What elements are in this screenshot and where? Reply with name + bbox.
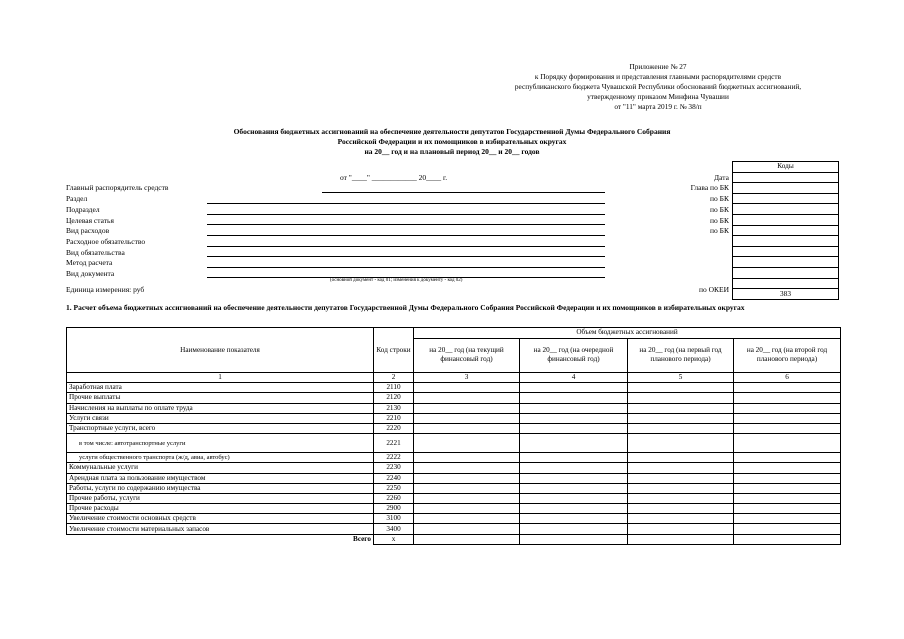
- value-cell[interactable]: [414, 403, 520, 413]
- appendix-line: утвержденному приказом Минфина Чувашии: [587, 92, 729, 101]
- value-cell[interactable]: [520, 413, 628, 423]
- table-row: [67, 434, 841, 453]
- value-cell[interactable]: [520, 403, 628, 413]
- value-cell[interactable]: [734, 524, 841, 534]
- row-name: Увеличение стоимости основных средств: [67, 514, 374, 524]
- value-cell[interactable]: [414, 393, 520, 403]
- value-cell[interactable]: [734, 534, 841, 544]
- row-code: 2210: [374, 413, 414, 423]
- row-code: 2900: [374, 504, 414, 514]
- fill-line: [207, 224, 605, 225]
- field-label: Расходное обязательство: [66, 237, 146, 246]
- value-cell[interactable]: [520, 463, 628, 473]
- value-cell[interactable]: [628, 413, 734, 423]
- value-cell[interactable]: [628, 423, 734, 433]
- code-label: по БК: [710, 216, 729, 225]
- row-name: Транспортные услуги, всего: [67, 423, 374, 433]
- value-cell[interactable]: [628, 514, 734, 524]
- code-cell[interactable]: [733, 236, 839, 247]
- field-label: Метод расчета: [66, 258, 113, 267]
- fill-line: [322, 192, 605, 193]
- appendix-line: к Порядку формирования и представления главными распорядителями средств: [534, 72, 782, 81]
- table-row: [67, 524, 841, 534]
- value-cell[interactable]: [520, 483, 628, 493]
- row-name: услуги общественного транспорта (ж/д, авиа, автобус): [67, 453, 374, 463]
- code-label: по БК: [710, 205, 729, 214]
- field-label: Главный распорядитель средств: [66, 183, 169, 192]
- col-header-group: Объем бюджетных ассигнований: [414, 328, 841, 339]
- col-number: 4: [520, 373, 628, 383]
- title-line: Российской Федерации и их помощников в избирательных округах: [337, 137, 567, 146]
- row-name: Арендная плата за пользование имуществом: [67, 473, 374, 483]
- code-cell[interactable]: [733, 267, 839, 278]
- value-cell[interactable]: [414, 493, 520, 503]
- table-row: [67, 423, 841, 433]
- fill-line: [207, 246, 605, 247]
- value-cell[interactable]: [734, 463, 841, 473]
- code-cell[interactable]: [733, 257, 839, 268]
- value-cell[interactable]: [414, 483, 520, 493]
- calculation-table: [66, 327, 841, 545]
- row-code: 2260: [374, 493, 414, 503]
- value-cell[interactable]: [414, 453, 520, 463]
- value-cell[interactable]: [628, 493, 734, 503]
- code-cell[interactable]: [733, 214, 839, 225]
- table-row: [67, 473, 841, 483]
- field-label: Вид обязательства: [66, 248, 125, 257]
- col-header-code: Код строки: [374, 328, 414, 373]
- row-code: 2110: [374, 383, 414, 393]
- fill-line: [207, 267, 605, 268]
- value-cell[interactable]: [520, 493, 628, 503]
- title-line: Обоснования бюджетных ассигнований на обеспечение деятельности депутатов Государственной Думы Федерального Собрания: [233, 127, 671, 136]
- table-row: [67, 403, 841, 413]
- col-number: 1: [67, 373, 374, 383]
- value-cell[interactable]: [734, 403, 841, 413]
- code-cell[interactable]: [733, 246, 839, 257]
- code-cell[interactable]: [733, 193, 839, 204]
- code-label: по БК: [710, 226, 729, 235]
- value-cell[interactable]: [628, 434, 734, 453]
- value-cell[interactable]: [414, 524, 520, 534]
- value-cell[interactable]: [628, 534, 734, 544]
- appendix-note: [478, 62, 838, 112]
- section-title: 1. Расчет объема бюджетных ассигнований на обеспечение деятельности депутатов Государственной Думы Федерального Собрания Российской Федерации и их помощников в избирательных округах: [66, 303, 745, 312]
- doc-type-hint: (основной документ - код 01; изменения к документу - код 02): [330, 278, 463, 283]
- value-cell[interactable]: [414, 514, 520, 524]
- code-cell[interactable]: [733, 225, 839, 236]
- row-name: Увеличение стоимости материальных запасов: [67, 524, 374, 534]
- value-cell[interactable]: [734, 514, 841, 524]
- value-cell[interactable]: [414, 534, 520, 544]
- table-row: [67, 453, 841, 463]
- value-cell[interactable]: [414, 463, 520, 473]
- table-row: [67, 383, 841, 393]
- value-cell[interactable]: [628, 453, 734, 463]
- col-header-year: на 20__ год (на второй год планового периода): [734, 338, 841, 372]
- col-number: 5: [628, 373, 734, 383]
- total-label: Всего: [353, 534, 371, 543]
- row-name: Коммунальные услуги: [67, 463, 374, 473]
- table-row: [67, 463, 841, 473]
- value-cell[interactable]: [520, 534, 628, 544]
- row-code: 2222: [374, 453, 414, 463]
- row-code: 2250: [374, 483, 414, 493]
- row-name: Прочие расходы: [67, 504, 374, 514]
- table-row: [67, 483, 841, 493]
- row-code: 3400: [374, 524, 414, 534]
- okei-label: по ОКЕИ: [698, 285, 729, 294]
- table-row: [67, 393, 841, 403]
- appendix-line: от "11" марта 2019 г. № 38/п: [614, 102, 702, 111]
- col-header-year: на 20__ год (на текущий финансовый год): [414, 338, 520, 372]
- row-code: 2240: [374, 473, 414, 483]
- value-cell[interactable]: [734, 473, 841, 483]
- field-label: Вид документа: [66, 269, 115, 278]
- row-code: 3100: [374, 514, 414, 524]
- value-cell[interactable]: [628, 463, 734, 473]
- field-label: Целевая статья: [66, 216, 114, 225]
- document-date: от "____" ____________ 20____ г.: [340, 173, 448, 182]
- value-cell[interactable]: [628, 504, 734, 514]
- row-name: Прочие работы, услуги: [67, 493, 374, 503]
- table-row: [67, 504, 841, 514]
- value-cell[interactable]: [734, 393, 841, 403]
- row-name: в том числе: автотранспортные услуги: [67, 434, 374, 453]
- value-cell[interactable]: [734, 453, 841, 463]
- code-label: Дата: [714, 173, 729, 182]
- value-cell[interactable]: [628, 393, 734, 403]
- total-code: x: [374, 534, 414, 544]
- value-cell[interactable]: [414, 383, 520, 393]
- value-cell[interactable]: [628, 403, 734, 413]
- value-cell[interactable]: [520, 504, 628, 514]
- value-cell[interactable]: [734, 423, 841, 433]
- table-row: [67, 413, 841, 423]
- row-code: 2230: [374, 463, 414, 473]
- fill-line: [207, 203, 605, 204]
- value-cell[interactable]: [414, 473, 520, 483]
- code-cell[interactable]: [733, 172, 839, 183]
- table-row: [67, 514, 841, 524]
- row-name: Начисления на выплаты по оплате труда: [67, 403, 374, 413]
- value-cell[interactable]: [414, 504, 520, 514]
- value-cell[interactable]: [520, 434, 628, 453]
- row-code: 2220: [374, 423, 414, 433]
- row-name: Услуги связи: [67, 413, 374, 423]
- value-cell[interactable]: [734, 434, 841, 453]
- value-cell[interactable]: [628, 483, 734, 493]
- value-cell[interactable]: [734, 504, 841, 514]
- fill-line: [207, 235, 605, 236]
- col-number: 6: [734, 373, 841, 383]
- appendix-line: Приложение № 27: [629, 62, 687, 71]
- appendix-line: республиканского бюджета Чувашской Республики обоснований бюджетных ассигнований,: [514, 82, 802, 91]
- codes-table: [732, 161, 839, 300]
- value-cell[interactable]: [520, 393, 628, 403]
- code-label: Глава по БК: [690, 183, 729, 192]
- col-number: 2: [374, 373, 414, 383]
- fill-line: [207, 214, 605, 215]
- code-cell[interactable]: [733, 278, 839, 289]
- value-cell[interactable]: [414, 434, 520, 453]
- value-cell[interactable]: [734, 413, 841, 423]
- value-cell[interactable]: [734, 493, 841, 503]
- value-cell[interactable]: [628, 473, 734, 483]
- title-line: на 20__ год и на плановый период 20__ и 20__ годов: [364, 147, 540, 156]
- row-code: 2130: [374, 403, 414, 413]
- value-cell[interactable]: [520, 423, 628, 433]
- field-label: Вид расходов: [66, 226, 110, 235]
- code-cell[interactable]: [733, 183, 839, 194]
- value-cell[interactable]: [628, 524, 734, 534]
- okei-value: 383: [733, 289, 839, 300]
- value-cell[interactable]: [520, 524, 628, 534]
- value-cell[interactable]: [520, 473, 628, 483]
- value-cell[interactable]: [628, 383, 734, 393]
- row-name: Прочие выплаты: [67, 393, 374, 403]
- col-header-year: на 20__ год (на первый год планового периода): [628, 338, 734, 372]
- codes-header: Коды: [733, 162, 839, 173]
- col-number: 3: [414, 373, 520, 383]
- row-code: 2221: [374, 434, 414, 453]
- value-cell[interactable]: [734, 383, 841, 393]
- col-header-name: Наименование показателя: [67, 328, 374, 373]
- field-label: Подраздел: [66, 205, 100, 214]
- row-name: Заработная плата: [67, 383, 374, 393]
- unit-label: Единица измерения: руб: [66, 285, 145, 294]
- value-cell[interactable]: [520, 514, 628, 524]
- value-cell[interactable]: [414, 423, 520, 433]
- value-cell[interactable]: [520, 453, 628, 463]
- col-header-year: на 20__ год (на очередной финансовый год): [520, 338, 628, 372]
- value-cell[interactable]: [734, 483, 841, 493]
- field-label: Раздел: [66, 194, 88, 203]
- row-code: 2120: [374, 393, 414, 403]
- fill-line: [207, 256, 605, 257]
- code-cell[interactable]: [733, 204, 839, 215]
- table-row: [67, 493, 841, 503]
- row-name: Работы, услуги по содержанию имущества: [67, 483, 374, 493]
- value-cell[interactable]: [520, 383, 628, 393]
- code-label: по БК: [710, 194, 729, 203]
- value-cell[interactable]: [414, 413, 520, 423]
- document-title: [0, 127, 904, 157]
